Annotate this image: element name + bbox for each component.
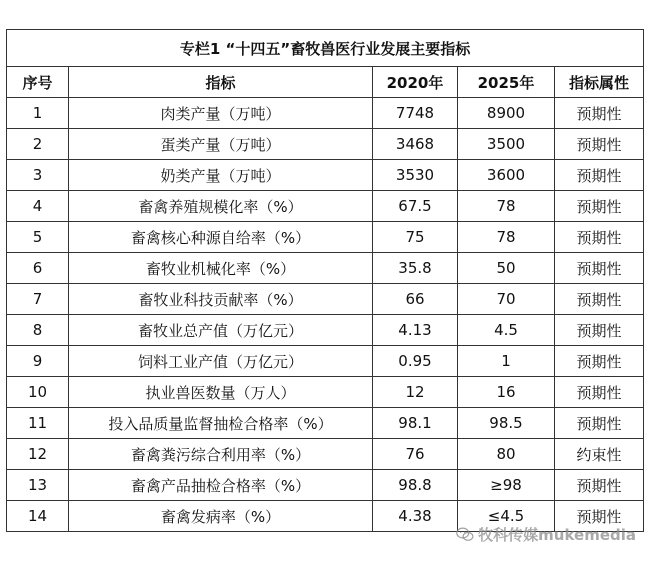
indicator-name-cell: 畜禽发病率（%） [69,501,373,532]
row-index-cell: 12 [7,439,69,470]
row-index-cell: 13 [7,470,69,501]
value-2020-cell: 76 [373,439,458,470]
row-index-cell: 3 [7,160,69,191]
table-row [7,346,644,377]
indicator-name-cell: 投入品质量监督抽检合格率（%） [69,408,373,439]
header-cell: 指标 [69,67,373,98]
indicator-table-container [6,29,643,532]
indicator-name-cell: 畜禽养殖规模化率（%） [69,191,373,222]
value-2020-cell: 66 [373,284,458,315]
value-2025-cell: 4.5 [458,315,555,346]
row-index-cell: 11 [7,408,69,439]
indicator-table [6,29,644,532]
table-row [7,377,644,408]
header-cell: 2020年 [373,67,458,98]
row-index-cell: 14 [7,501,69,532]
table-row [7,98,644,129]
value-2020-cell: 4.13 [373,315,458,346]
indicator-name-cell: 畜禽核心种源自给率（%） [69,222,373,253]
indicator-name-cell: 畜牧业科技贡献率（%） [69,284,373,315]
table-row [7,160,644,191]
table-row [7,284,644,315]
indicator-name-cell: 饲料工业产值（万亿元） [69,346,373,377]
header-cell: 序号 [7,67,69,98]
value-2020-cell: 7748 [373,98,458,129]
attribute-cell: 预期性 [555,129,644,160]
row-index-cell: 10 [7,377,69,408]
value-2025-cell: 3500 [458,129,555,160]
value-2025-cell: 80 [458,439,555,470]
table-row [7,191,644,222]
indicator-name-cell: 奶类产量（万吨） [69,160,373,191]
value-2020-cell: 98.1 [373,408,458,439]
attribute-cell: 预期性 [555,470,644,501]
attribute-cell: 预期性 [555,98,644,129]
table-row [7,253,644,284]
value-2025-cell: 78 [458,222,555,253]
table-title: 专栏1 “十四五”畜牧兽医行业发展主要指标 [7,30,644,67]
header-cell: 指标属性 [555,67,644,98]
table-row [7,501,644,532]
value-2020-cell: 75 [373,222,458,253]
value-2020-cell: 12 [373,377,458,408]
indicator-name-cell: 畜牧业总产值（万亿元） [69,315,373,346]
row-index-cell: 6 [7,253,69,284]
attribute-cell: 预期性 [555,501,644,532]
value-2025-cell: 1 [458,346,555,377]
row-index-cell: 1 [7,98,69,129]
value-2020-cell: 67.5 [373,191,458,222]
table-row [7,315,644,346]
row-index-cell: 5 [7,222,69,253]
attribute-cell: 预期性 [555,284,644,315]
table-header-row [7,67,644,98]
value-2025-cell: 70 [458,284,555,315]
value-2020-cell: 35.8 [373,253,458,284]
table-row [7,470,644,501]
table-row [7,439,644,470]
table-row [7,408,644,439]
attribute-cell: 预期性 [555,222,644,253]
value-2025-cell: 16 [458,377,555,408]
value-2025-cell: 50 [458,253,555,284]
indicator-name-cell: 肉类产量（万吨） [69,98,373,129]
value-2020-cell: 3468 [373,129,458,160]
value-2025-cell: 8900 [458,98,555,129]
table-row [7,222,644,253]
attribute-cell: 预期性 [555,408,644,439]
value-2025-cell: 98.5 [458,408,555,439]
attribute-cell: 预期性 [555,191,644,222]
attribute-cell: 预期性 [555,346,644,377]
header-cell: 2025年 [458,67,555,98]
row-index-cell: 7 [7,284,69,315]
row-index-cell: 2 [7,129,69,160]
indicator-name-cell: 畜禽产品抽检合格率（%） [69,470,373,501]
attribute-cell: 预期性 [555,377,644,408]
value-2020-cell: 3530 [373,160,458,191]
value-2020-cell: 4.38 [373,501,458,532]
value-2025-cell: 78 [458,191,555,222]
indicator-name-cell: 畜禽粪污综合利用率（%） [69,439,373,470]
value-2025-cell: ≥98 [458,470,555,501]
row-index-cell: 4 [7,191,69,222]
row-index-cell: 9 [7,346,69,377]
row-index-cell: 8 [7,315,69,346]
attribute-cell: 预期性 [555,315,644,346]
attribute-cell: 约束性 [555,439,644,470]
attribute-cell: 预期性 [555,253,644,284]
value-2025-cell: 3600 [458,160,555,191]
value-2025-cell: ≤4.5 [458,501,555,532]
value-2020-cell: 98.8 [373,470,458,501]
attribute-cell: 预期性 [555,160,644,191]
indicator-name-cell: 执业兽医数量（万人） [69,377,373,408]
indicator-name-cell: 畜牧业机械化率（%） [69,253,373,284]
indicator-name-cell: 蛋类产量（万吨） [69,129,373,160]
table-row [7,129,644,160]
watermark-text: 牧科传媒mukemedia [478,526,636,544]
value-2020-cell: 0.95 [373,346,458,377]
